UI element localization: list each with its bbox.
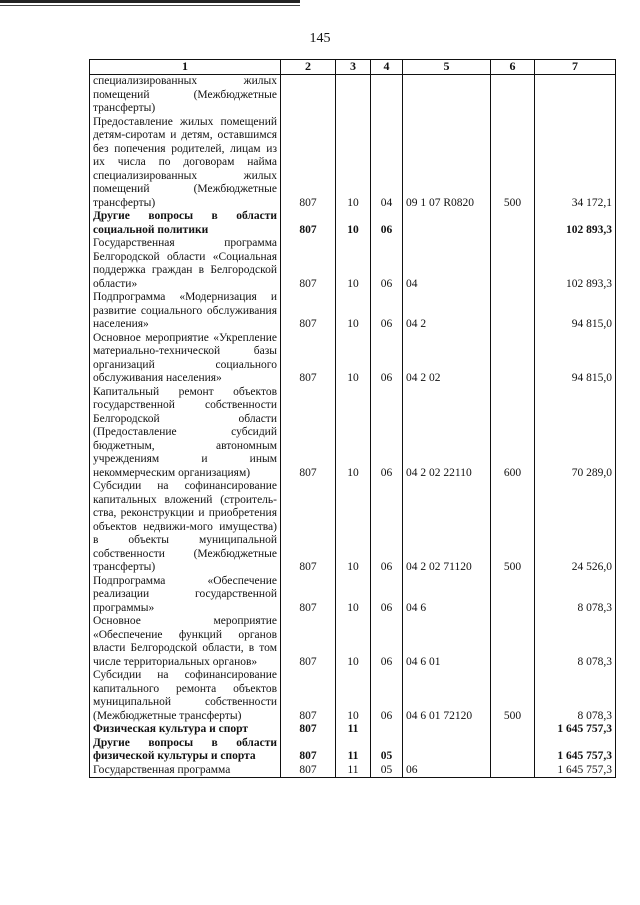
table-row: [90, 615, 616, 669]
row-subsection-cell: 06: [371, 210, 403, 237]
row-expense-type-cell: [491, 291, 535, 332]
row-name-cell: Предоставление жилых помещений детям-сиротам и детям, оставшимся без попечения родителей, лицам из их числа по договорам найма специализированных жилых помещений (Межбюджетные трансферты): [90, 116, 281, 211]
row-name-cell: Другие вопросы в области социальной политики: [90, 210, 281, 237]
row-amount-cell: 8 078,3: [535, 669, 616, 723]
table-row: [90, 75, 616, 116]
table-row: [90, 237, 616, 291]
row-subsection-cell: 05: [371, 764, 403, 778]
row-amount-cell: [535, 75, 616, 116]
row-section-cell: 10: [336, 332, 371, 386]
row-target-article-cell: 06: [403, 764, 491, 778]
row-name-cell: Субсидии на софинансирование капитальных вложений (строитель-ства, реконструкции и приобретения объектов недвижи-мого имущества) в объекты муниципальной собственности (Межбюджетные трансферты): [90, 480, 281, 575]
row-amount-cell: 8 078,3: [535, 615, 616, 669]
row-subsection-cell: [371, 75, 403, 116]
row-section-cell: 10: [336, 669, 371, 723]
table-row: [90, 116, 616, 211]
row-amount-cell: 94 815,0: [535, 332, 616, 386]
row-name-cell: Основное мероприятие «Обеспечение функций органов власти Белгородской области, в том числе территориальных органов»: [90, 615, 281, 669]
row-admin-code-cell: 807: [281, 386, 336, 481]
row-admin-code-cell: 807: [281, 575, 336, 616]
row-section-cell: 10: [336, 480, 371, 575]
row-amount-cell: 34 172,1: [535, 116, 616, 211]
row-name-cell: Подпрограмма «Модернизация и развитие социального обслуживания населения»: [90, 291, 281, 332]
row-name-cell: Другие вопросы в области физической культуры и спорта: [90, 737, 281, 764]
table-row: [90, 575, 616, 616]
row-section-cell: 10: [336, 615, 371, 669]
header-cell-5: 5: [403, 60, 491, 75]
row-expense-type-cell: [491, 75, 535, 116]
row-target-article-cell: 04 6 01 72120: [403, 669, 491, 723]
table-header: [90, 60, 616, 75]
row-target-article-cell: 04 6: [403, 575, 491, 616]
row-amount-cell: 70 289,0: [535, 386, 616, 481]
row-name-cell: Капитальный ремонт объектов государственной собственности Белгородской области (Предоставление субсидий бюджетным, автономным учреждениям и иным некоммерческим организациям): [90, 386, 281, 481]
row-admin-code-cell: 807: [281, 291, 336, 332]
row-section-cell: 11: [336, 764, 371, 778]
row-expense-type-cell: [491, 575, 535, 616]
row-name-cell: Основное мероприятие «Укрепление материально-технической базы организаций социального обслуживания населения»: [90, 332, 281, 386]
row-target-article-cell: [403, 737, 491, 764]
row-expense-type-cell: [491, 737, 535, 764]
row-section-cell: 11: [336, 737, 371, 764]
row-expense-type-cell: [491, 723, 535, 737]
row-section-cell: 11: [336, 723, 371, 737]
row-target-article-cell: 04 6 01: [403, 615, 491, 669]
row-target-article-cell: 04 2 02 22110: [403, 386, 491, 481]
row-expense-type-cell: [491, 210, 535, 237]
header-cell-6: 6: [491, 60, 535, 75]
row-section-cell: 10: [336, 386, 371, 481]
row-subsection-cell: 06: [371, 386, 403, 481]
row-admin-code-cell: 807: [281, 723, 336, 737]
row-subsection-cell: 06: [371, 237, 403, 291]
row-admin-code-cell: 807: [281, 615, 336, 669]
page-number: 145: [309, 31, 331, 46]
row-name-cell: Государственная программа Белгородской области «Социальная поддержка граждан в Белгородской области»: [90, 237, 281, 291]
header-cell-1: 1: [90, 60, 281, 75]
scan-edge-line-thin: [0, 5, 300, 6]
row-section-cell: 10: [336, 291, 371, 332]
row-expense-type-cell: 500: [491, 669, 535, 723]
row-section-cell: 10: [336, 237, 371, 291]
row-expense-type-cell: [491, 764, 535, 778]
row-amount-cell: 102 893,3: [535, 210, 616, 237]
row-name-cell: Физическая культура и спорт: [90, 723, 281, 737]
row-target-article-cell: 04 2 02 71120: [403, 480, 491, 575]
table-row: [90, 723, 616, 737]
row-amount-cell: 8 078,3: [535, 575, 616, 616]
table-row: [90, 737, 616, 764]
table-row: [90, 764, 616, 778]
row-section-cell: 10: [336, 116, 371, 211]
row-target-article-cell: [403, 210, 491, 237]
header-cell-3: 3: [336, 60, 371, 75]
table-row: [90, 480, 616, 575]
row-amount-cell: 94 815,0: [535, 291, 616, 332]
table-row: [90, 386, 616, 481]
header-cell-2: 2: [281, 60, 336, 75]
row-admin-code-cell: 807: [281, 116, 336, 211]
row-admin-code-cell: 807: [281, 480, 336, 575]
row-target-article-cell: 04: [403, 237, 491, 291]
row-target-article-cell: [403, 75, 491, 116]
row-target-article-cell: 04 2: [403, 291, 491, 332]
row-amount-cell: 1 645 757,3: [535, 723, 616, 737]
row-section-cell: [336, 75, 371, 116]
row-subsection-cell: 06: [371, 575, 403, 616]
row-target-article-cell: 09 1 07 R0820: [403, 116, 491, 211]
table-row: [90, 332, 616, 386]
row-target-article-cell: [403, 723, 491, 737]
row-name-cell: Государственная программа: [90, 764, 281, 778]
row-section-cell: 10: [336, 575, 371, 616]
row-amount-cell: 1 645 757,3: [535, 764, 616, 778]
budget-table: [89, 59, 616, 778]
header-row: [90, 60, 616, 75]
row-subsection-cell: 06: [371, 291, 403, 332]
row-expense-type-cell: 600: [491, 386, 535, 481]
row-subsection-cell: [371, 723, 403, 737]
row-admin-code-cell: 807: [281, 210, 336, 237]
table-body: [90, 75, 616, 778]
row-subsection-cell: 06: [371, 332, 403, 386]
table-row: [90, 210, 616, 237]
row-expense-type-cell: [491, 332, 535, 386]
row-expense-type-cell: 500: [491, 480, 535, 575]
row-name-cell: Субсидии на софинансирование капитального ремонта объектов муниципальной собственности (Межбюджетные трансферты): [90, 669, 281, 723]
row-admin-code-cell: 807: [281, 737, 336, 764]
row-expense-type-cell: [491, 615, 535, 669]
row-subsection-cell: 06: [371, 615, 403, 669]
row-admin-code-cell: 807: [281, 669, 336, 723]
row-admin-code-cell: [281, 75, 336, 116]
row-subsection-cell: 06: [371, 480, 403, 575]
table-row: [90, 291, 616, 332]
row-admin-code-cell: 807: [281, 764, 336, 778]
header-cell-4: 4: [371, 60, 403, 75]
table-row: [90, 669, 616, 723]
row-amount-cell: 24 526,0: [535, 480, 616, 575]
scan-edge-line: [0, 0, 300, 3]
row-expense-type-cell: 500: [491, 116, 535, 211]
row-subsection-cell: 06: [371, 669, 403, 723]
row-admin-code-cell: 807: [281, 332, 336, 386]
row-amount-cell: 102 893,3: [535, 237, 616, 291]
row-expense-type-cell: [491, 237, 535, 291]
row-target-article-cell: 04 2 02: [403, 332, 491, 386]
row-name-cell: Подпрограмма «Обеспечение реализации государственной программы»: [90, 575, 281, 616]
row-section-cell: 10: [336, 210, 371, 237]
row-amount-cell: 1 645 757,3: [535, 737, 616, 764]
row-subsection-cell: 05: [371, 737, 403, 764]
header-cell-7: 7: [535, 60, 616, 75]
row-admin-code-cell: 807: [281, 237, 336, 291]
row-name-cell: специализированных жилых помещений (Межбюджетные трансферты): [90, 75, 281, 116]
row-subsection-cell: 04: [371, 116, 403, 211]
